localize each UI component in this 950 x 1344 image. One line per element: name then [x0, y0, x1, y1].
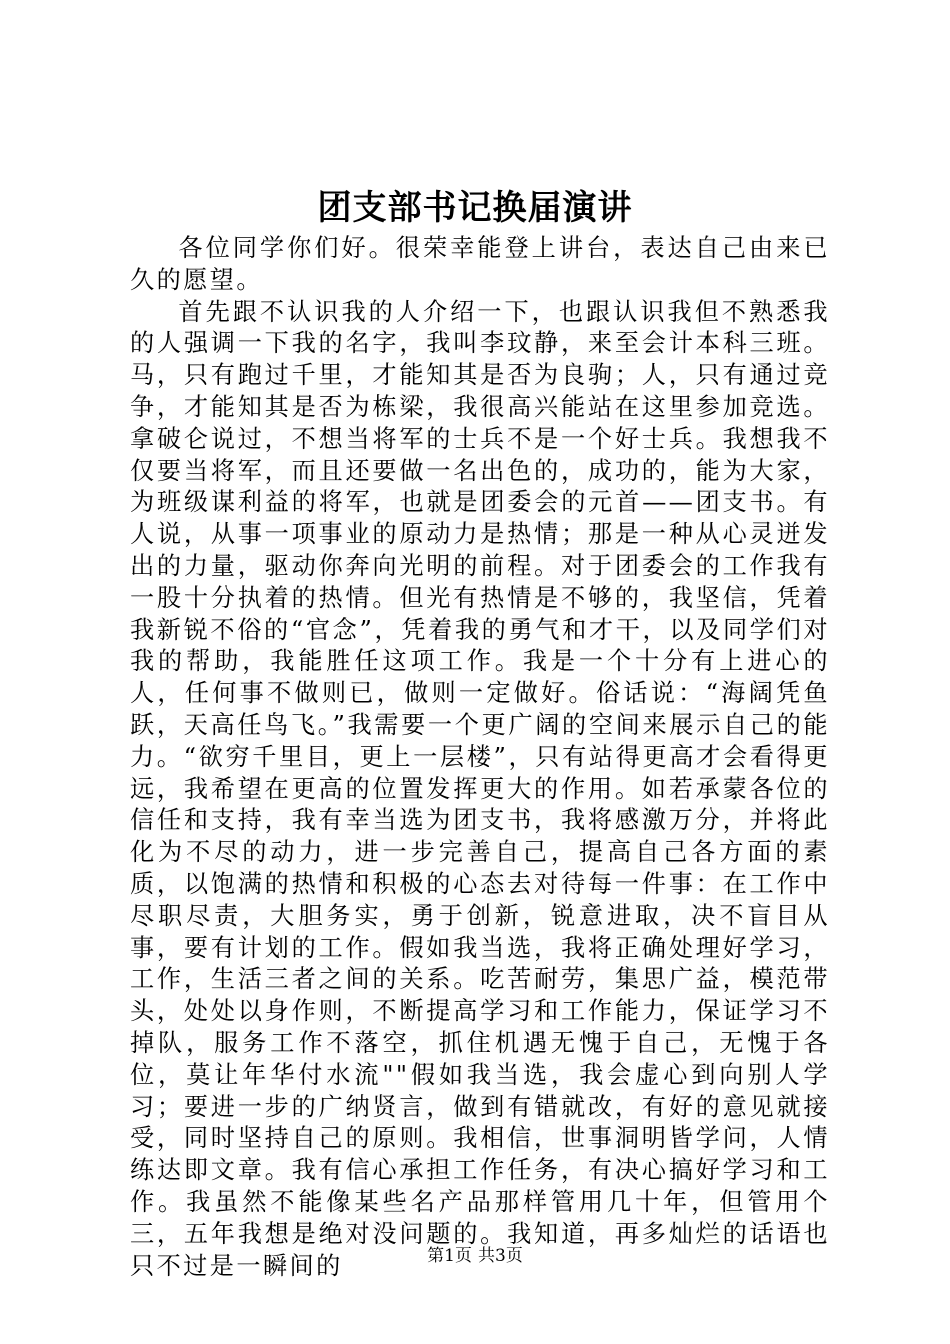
document-body — [130, 233, 830, 1282]
page-number-total: 共3页 — [478, 1246, 523, 1266]
paragraph-greeting: 各位同学你们好。很荣幸能登上讲台，表达自己由来已久的愿望。 — [130, 234, 830, 294]
page-footer — [0, 1244, 950, 1268]
paragraph-main: 首先跟不认识我的人介绍一下，也跟认识我但不熟悉我的人强调一下我的名字，我叫李玟静，来至会计本科三班。马，只有跑过千里，才能知其是否为良驹；人，只有通过竞争，才能知其是否为栋梁，我很高兴能站在这里参加竞选。拿破仑说过，不想当将军的士兵不是一个好士兵。我想我不仅要当将军，而且还要做一名出色的，成功的，能为大家，为班级谋利益的将军，也就是团委会的元首——团支书。有人说，从事一项事业的原动力是热情；那是一种从心灵迸发出的力量，驱动你奔向光明的前程。对于团委会的工作我有一股十分执着的热情。但光有热情是不够的，我坚信，凭着我新锐不俗的“官念”，凭着我的勇气和才干，以及同学们对我的帮助，我能胜任这项工作。我是一个十分有上进心的人，任何事不做则已，做则一定做好。俗话说：“海阔凭鱼跃，天高任鸟飞。”我需要一个更广阔的空间来展示自己的能力。“欲穷千里目，更上一层楼”，只有站得更高才会看得更远，我希望在更高的位置发挥更大的作用。如若承蒙各位的信任和支持，我有幸当选为团支书，我将感激万分，并将此化为不尽的动力，进一步完善自己，提高自己各方面的素质，以饱满的热情和积极的心态去对待每一件事：在工作中尽职尽责，大胆务实，勇于创新，锐意进取，决不盲目从事，要有计划的工作。假如我当选，我将正确处理好学习，工作，生活三者之间的关系。吃苦耐劳，集思广益，模范带头，处处以身作则，不断提高学习和工作能力，保证学习不掉队，服务工作不落空，抓住机遇无愧于自己，无愧于各位，莫让年华付水流""假如我当选，我会虚心到向别人学习；要进一步的广纳贤言，做到有错就改，有好的意见就接受，同时坚持自己的原则。我相信，世事洞明皆学问，人情练达即文章。我有信心承担工作任务，有决心搞好学习和工作。我虽然不能像某些名产品那样管用几十年，但管用个三，五年我想是绝对没问题的。我知道，再多灿烂的话语也只不过是一瞬间的 — [130, 297, 830, 1280]
page-number-current: 第1页 — [427, 1246, 472, 1266]
document-title: 团支部书记换届演讲 — [317, 188, 633, 228]
